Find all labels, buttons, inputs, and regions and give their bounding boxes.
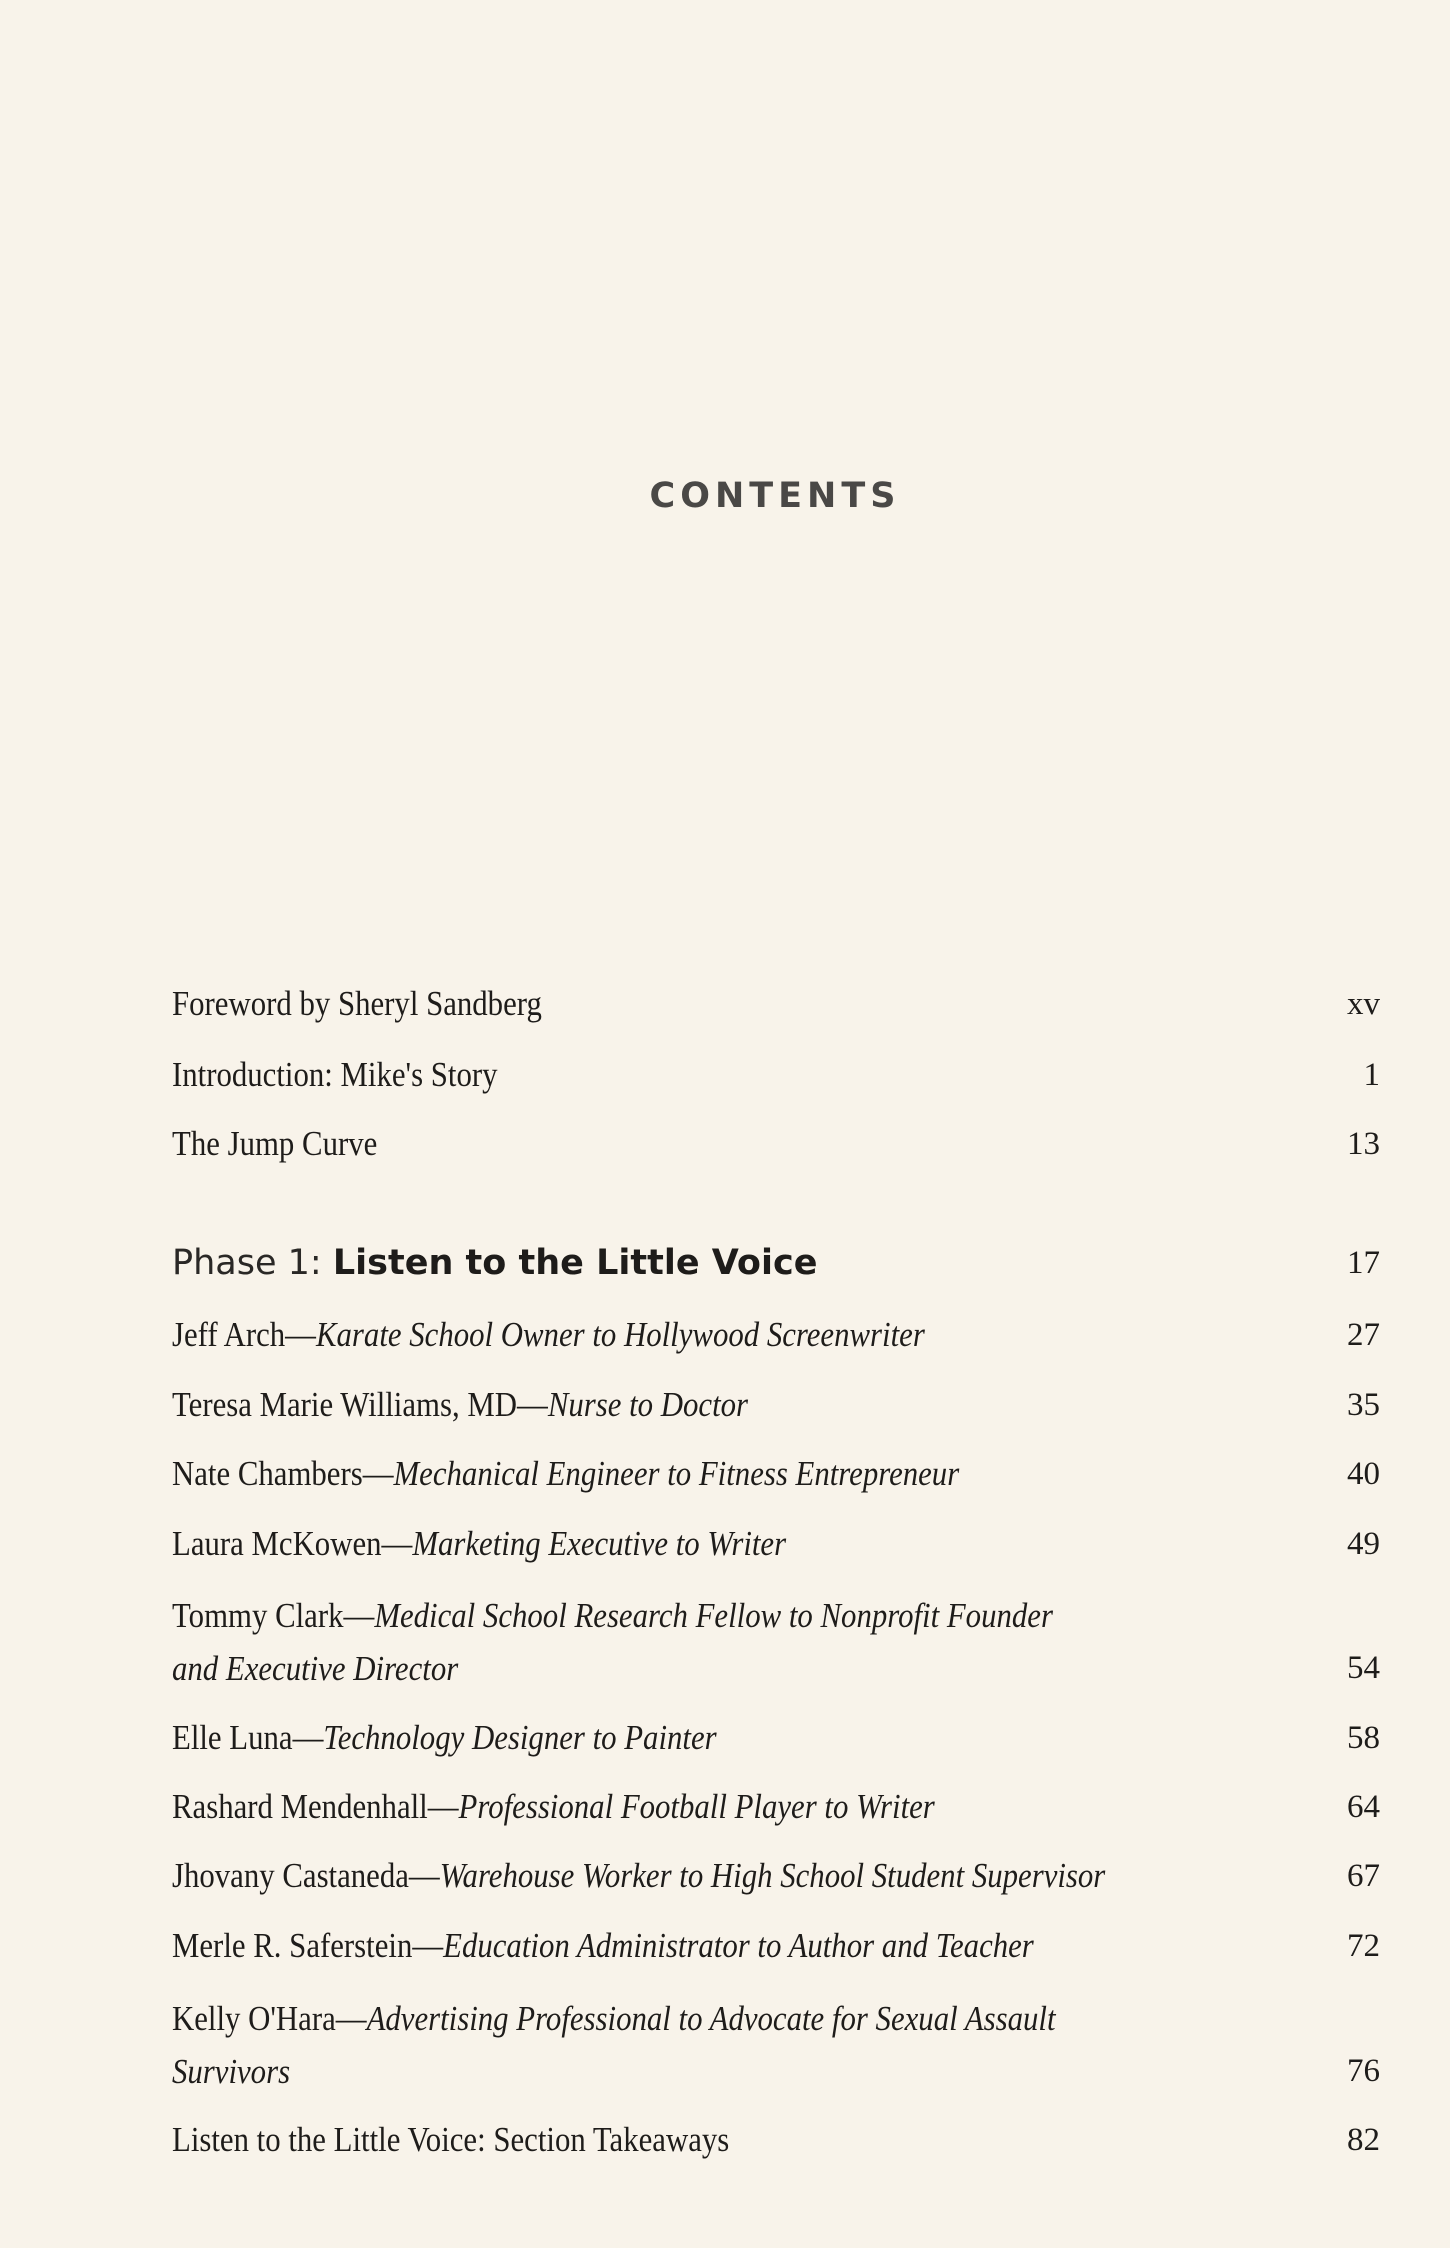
career-change: Mechanical Engineer to Fitness Entrepreneur	[393, 1454, 960, 1493]
phase-title: Listen to the Little Voice	[332, 1243, 818, 1283]
person-name: Jhovany Castaneda—	[172, 1856, 440, 1895]
toc-page-number: 72	[1347, 1928, 1380, 1964]
person-name: Tommy Clark—	[172, 1596, 375, 1635]
toc-entry[interactable]	[172, 1718, 1380, 1758]
toc-entry[interactable]	[172, 1787, 1380, 1827]
career-change: Warehouse Worker to High School Student Supervisor	[439, 1856, 1106, 1895]
toc-page-number: 13	[1347, 1126, 1380, 1162]
toc-page-number: 40	[1347, 1456, 1380, 1492]
phase-heading-text	[172, 1243, 817, 1283]
career-change: Karate School Owner to Hollywood Screenwriter	[315, 1315, 925, 1354]
phase-label: Phase 1:	[172, 1243, 322, 1283]
toc-entry-title	[172, 1718, 717, 1758]
toc-entry[interactable]	[172, 1998, 1380, 2091]
toc-page-number: 64	[1347, 1789, 1380, 1825]
toc-entry-title	[172, 1992, 1056, 2098]
toc-page-number: 49	[1347, 1526, 1380, 1562]
toc-page-number: 1	[1363, 1057, 1380, 1093]
person-name: Merle R. Saferstein—	[172, 1926, 444, 1965]
career-change: Marketing Executive to Writer	[412, 1524, 787, 1563]
person-name: Kelly O'Hara—	[172, 1999, 367, 2038]
toc-phase-heading[interactable]	[172, 1243, 1380, 1283]
toc-entry-title	[172, 1589, 1053, 1695]
person-name: Nate Chambers—	[172, 1454, 394, 1493]
toc-entry[interactable]	[172, 1315, 1380, 1355]
toc-page-number: 17	[1347, 1245, 1380, 1281]
toc-entry-title	[172, 1926, 1034, 1966]
toc-entry[interactable]	[172, 2120, 1380, 2160]
person-name: Jeff Arch—	[172, 1315, 316, 1354]
toc-entry-title	[172, 1385, 748, 1425]
career-change: Nurse to Doctor	[547, 1385, 749, 1424]
toc-page-number: xv	[1347, 986, 1380, 1022]
career-change-continued: Survivors	[172, 2052, 291, 2091]
toc-entry[interactable]	[172, 1454, 1380, 1494]
toc-entry-title	[172, 1787, 935, 1827]
toc-page-number: 54	[1347, 1650, 1380, 1686]
career-change: Professional Football Player to Writer	[458, 1787, 935, 1826]
toc-page-number: 76	[1347, 2053, 1380, 2089]
person-name: Rashard Mendenhall—	[172, 1787, 459, 1826]
person-name: Elle Luna—	[172, 1718, 324, 1757]
toc-page-number: 27	[1347, 1317, 1380, 1353]
toc-entry-title	[172, 1454, 959, 1494]
toc-entry-title: The Jump Curve	[172, 1124, 378, 1163]
toc-entry-title	[172, 1856, 1105, 1896]
toc-entry-title	[172, 1524, 786, 1564]
toc-entry[interactable]	[172, 1385, 1380, 1425]
career-change: Technology Designer to Painter	[323, 1718, 717, 1757]
toc-page-number: 35	[1347, 1387, 1380, 1423]
career-change: Education Administrator to Author and Teacher	[443, 1926, 1034, 1965]
toc-entry[interactable]	[172, 1926, 1380, 1966]
career-change-continued: and Executive Director	[172, 1649, 459, 1688]
toc-entry-title: Introduction: Mike's Story	[172, 1055, 498, 1094]
toc-entry[interactable]	[172, 1856, 1380, 1896]
person-name: Laura McKowen—	[172, 1524, 413, 1563]
toc-entry-title	[172, 1315, 925, 1355]
toc-entry[interactable]	[172, 1055, 1380, 1095]
toc-entry[interactable]	[172, 984, 1380, 1024]
toc-page-number: 67	[1347, 1858, 1380, 1894]
person-name: Teresa Marie Williams, MD—	[172, 1385, 548, 1424]
toc-entry-title: Listen to the Little Voice: Section Takeaways	[172, 2120, 730, 2159]
toc-entry[interactable]	[172, 1124, 1380, 1164]
toc-entry-title: Foreword by Sheryl Sandberg	[172, 984, 542, 1023]
career-change: Advertising Professional to Advocate for Sexual Assault	[366, 1999, 1056, 2038]
toc-entry[interactable]	[172, 1524, 1380, 1564]
toc-page-number: 58	[1347, 1720, 1380, 1756]
page-title: CONTENTS	[649, 476, 901, 516]
career-change: Medical School Research Fellow to Nonprofit Founder	[374, 1596, 1053, 1635]
toc-page-number: 82	[1347, 2122, 1380, 2158]
toc-entry[interactable]	[172, 1595, 1380, 1688]
